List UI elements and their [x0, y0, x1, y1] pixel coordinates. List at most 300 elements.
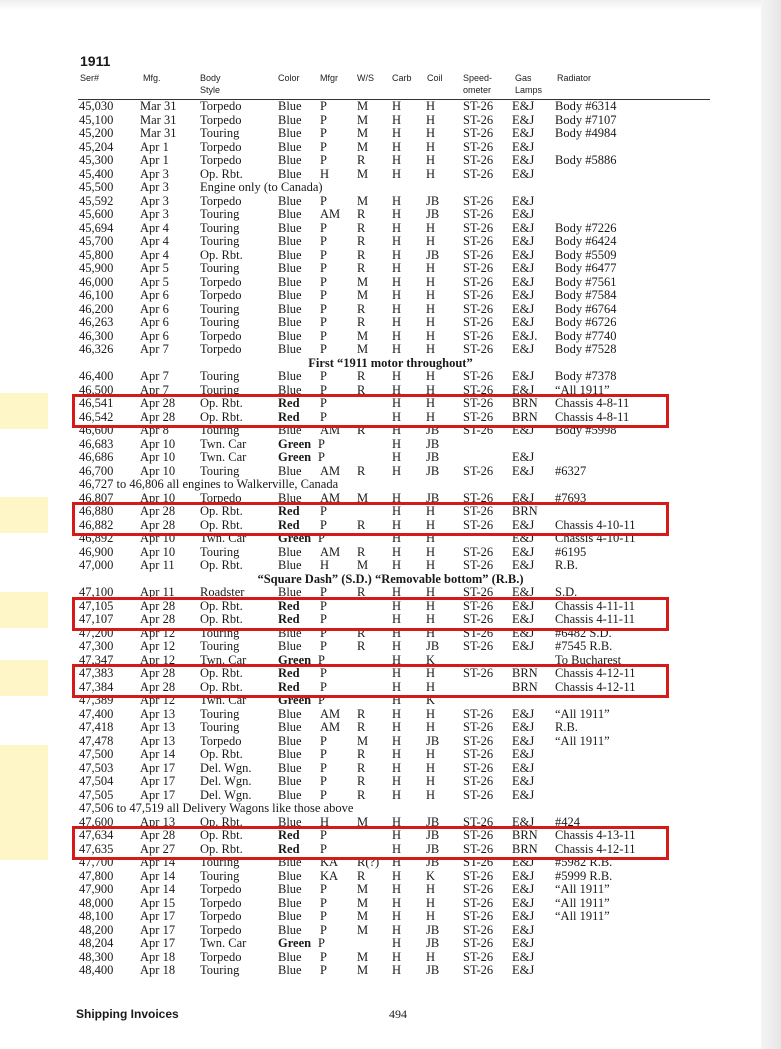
cell-ws: R	[357, 207, 366, 221]
cell-mfgr: P	[320, 234, 327, 248]
header-body	[200, 72, 221, 96]
cell-color: Blue	[278, 949, 302, 964]
cell-speedometer: ST-26	[463, 760, 494, 775]
cell-radiator: S.D.	[555, 585, 578, 599]
cell-mfg-date: Apr 12	[140, 693, 176, 707]
cell-carb: H	[392, 693, 402, 707]
cell-coil: H	[426, 274, 436, 289]
table-row	[0, 775, 781, 789]
cell-carb: H	[392, 747, 402, 761]
cell-body-style: Op. Rbt.	[200, 598, 243, 613]
cell-gas-lamps: E&J	[512, 342, 535, 356]
cell-radiator: Chassis 4-10-11	[555, 531, 636, 545]
cell-mfg-date: Apr 10	[140, 436, 176, 451]
table-row	[0, 127, 781, 141]
cell-gas-lamps: E&J	[512, 922, 535, 937]
cell-body-style: Touring	[200, 544, 240, 559]
cell-carb: H	[392, 814, 402, 829]
cell-radiator: “All 1911”	[555, 733, 610, 748]
cell-speedometer: ST-26	[463, 598, 494, 613]
cell-mfg-date: Apr 13	[140, 720, 176, 734]
cell-mfgr: P	[320, 288, 327, 302]
cell-radiator: Body #7378	[555, 369, 617, 383]
table-note-row	[0, 573, 781, 587]
cell-color: Blue	[278, 193, 302, 208]
cell-mfgr: P	[318, 652, 325, 667]
cell-speedometer: ST-26	[463, 342, 494, 356]
cell-speedometer: ST-26	[463, 193, 494, 208]
cell-ws: M	[357, 949, 369, 964]
cell-mfgr: P	[320, 909, 327, 923]
cell-body-style: Touring	[200, 639, 240, 653]
cell-mfgr: P	[320, 922, 327, 937]
cell-serial: 46,200	[79, 301, 114, 316]
cell-carb: H	[392, 207, 402, 221]
table-row	[0, 222, 781, 236]
cell-radiator: Body #5998	[555, 423, 617, 437]
cell-mfg-date: Apr 12	[140, 639, 176, 653]
cell-carb: H	[392, 274, 402, 289]
table-row	[0, 789, 781, 803]
cell-mfgr: AM	[320, 463, 341, 478]
cell-carb: H	[392, 774, 402, 788]
cell-mfg-date: Apr 14	[140, 868, 176, 883]
cell-carb: H	[392, 517, 402, 532]
cell-gas-lamps: BRN	[512, 396, 538, 410]
cell-radiator: “All 1911”	[555, 909, 610, 923]
cell-mfgr: P	[320, 625, 327, 640]
cell-mfg-date: Apr 17	[140, 936, 176, 950]
cell-mfgr: P	[320, 787, 327, 802]
cell-coil: H	[426, 895, 436, 910]
cell-coil: JB	[426, 855, 440, 869]
cell-gas-lamps: E&J	[512, 760, 535, 775]
table-row	[0, 708, 781, 722]
cell-coil: JB	[426, 423, 440, 437]
table-note: 47,506 to 47,519 all Delivery Wagons like those above	[79, 801, 354, 815]
cell-gas-lamps: E&J	[512, 868, 535, 883]
cell-gas-lamps: E&J	[512, 153, 535, 167]
cell-carb: H	[392, 126, 402, 140]
cell-serial: 48,400	[79, 963, 114, 977]
cell-mfgr: P	[320, 733, 327, 748]
cell-serial: 48,204	[79, 936, 114, 950]
cell-ws: R	[357, 423, 366, 437]
cell-speedometer: ST-26	[463, 207, 494, 221]
cell-mfgr: H	[320, 558, 330, 572]
cell-gas-lamps: E&J	[512, 261, 535, 275]
cell-coil: H	[426, 585, 436, 599]
cell-color: Blue	[278, 787, 302, 802]
cell-speedometer: ST-26	[463, 463, 494, 478]
cell-gas-lamps: E&J	[512, 882, 535, 896]
cell-body-style: Touring	[200, 234, 240, 248]
table-row	[0, 546, 781, 560]
cell-serial: 45,800	[79, 247, 114, 262]
table-row	[0, 235, 781, 249]
cell-mfgr: P	[320, 949, 327, 964]
cell-color: Blue	[278, 855, 302, 869]
cell-coil: JB	[426, 450, 440, 464]
cell-gas-lamps: BRN	[512, 666, 538, 680]
table-row	[0, 343, 781, 357]
header-coil: Coil	[427, 73, 443, 83]
cell-speedometer: ST-26	[463, 922, 494, 937]
cell-mfgr: P	[318, 936, 325, 950]
cell-speedometer: ST-26	[463, 382, 494, 397]
cell-gas-lamps: E&J	[512, 774, 535, 788]
highlight-box	[72, 502, 669, 536]
cell-gas-lamps: E&J	[512, 274, 535, 289]
cell-carb: H	[392, 639, 402, 653]
cell-mfg-date: Apr 7	[140, 382, 169, 397]
cell-gas-lamps: E&J	[512, 382, 535, 397]
cell-speedometer: ST-26	[463, 747, 494, 761]
cell-radiator: Body #7528	[555, 342, 617, 356]
cell-carb: H	[392, 666, 402, 680]
cell-coil: JB	[426, 814, 440, 829]
cell-serial: 46,683	[79, 436, 114, 451]
table-row	[0, 249, 781, 263]
cell-color: Red	[278, 679, 300, 694]
table-row	[0, 559, 781, 573]
cell-radiator: Chassis 4-12-11	[555, 666, 636, 680]
cell-ws: R	[357, 747, 366, 761]
cell-gas-lamps: E&J	[512, 963, 535, 977]
cell-ws: R	[357, 382, 366, 397]
cell-color: Blue	[278, 760, 302, 775]
cell-gas-lamps: E&J	[512, 598, 535, 613]
cell-ws: M	[357, 882, 369, 896]
cell-color: Blue	[278, 814, 302, 829]
cell-radiator: #7693	[555, 490, 587, 505]
cell-coil: H	[426, 787, 436, 802]
cell-color: Blue	[278, 166, 302, 181]
cell-radiator: Body #6314	[555, 99, 617, 113]
cell-color: Red	[278, 841, 300, 856]
cell-ws: R	[357, 544, 366, 559]
cell-speedometer: ST-26	[463, 396, 494, 410]
cell-radiator: Chassis 4-13-11	[555, 828, 636, 842]
cell-serial: 46,500	[79, 382, 114, 397]
cell-color: Red	[278, 666, 300, 680]
table-row	[0, 937, 781, 951]
cell-body-style: Op. Rbt.	[200, 396, 243, 410]
cell-mfgr: H	[320, 814, 330, 829]
cell-mfgr: P	[320, 841, 327, 856]
cell-gas-lamps: E&J	[512, 234, 535, 248]
cell-gas-lamps: E&J	[512, 99, 535, 113]
cell-speedometer: ST-26	[463, 882, 494, 896]
cell-body-style: Touring	[200, 868, 240, 883]
cell-coil: H	[426, 666, 436, 680]
table-note-row	[0, 802, 781, 816]
cell-serial: 47,000	[79, 558, 114, 572]
cell-speedometer: ST-26	[463, 855, 494, 869]
cell-body-style: Op. Rbt.	[200, 517, 243, 532]
cell-carb: H	[392, 436, 402, 451]
cell-color: Blue	[278, 369, 302, 383]
cell-carb: H	[392, 234, 402, 248]
cell-ws: M	[357, 922, 369, 937]
cell-ws: R	[357, 247, 366, 262]
cell-carb: H	[392, 463, 402, 478]
table-row	[0, 438, 781, 452]
cell-mfgr: P	[320, 598, 327, 613]
cell-mfg-date: Apr 28	[140, 517, 176, 532]
cell-body-style: Twn. Car	[200, 436, 247, 451]
cell-color: Blue	[278, 423, 302, 437]
cell-speedometer: ST-26	[463, 720, 494, 734]
cell-body-style: Op. Rbt.	[200, 612, 243, 626]
cell-mfg-date: Apr 1	[140, 139, 169, 154]
scan-edge-top	[0, 0, 781, 10]
cell-ws: M	[357, 558, 369, 572]
cell-radiator: Body #6424	[555, 234, 617, 248]
cell-color: Blue	[278, 328, 302, 343]
cell-mfgr: P	[320, 369, 327, 383]
cell-speedometer: ST-26	[463, 517, 494, 532]
cell-mfg-date: Apr 17	[140, 787, 176, 802]
cell-speedometer: ST-26	[463, 585, 494, 599]
cell-speedometer: ST-26	[463, 625, 494, 640]
cell-carb: H	[392, 220, 402, 235]
cell-serial: 45,300	[79, 153, 114, 167]
cell-serial: 46,892	[79, 531, 114, 545]
cell-coil: H	[426, 342, 436, 356]
cell-mfg-date: Mar 31	[140, 99, 177, 113]
cell-mfg-date: Apr 3	[140, 180, 169, 194]
cell-speedometer: ST-26	[463, 612, 494, 626]
cell-gas-lamps: E&J	[512, 612, 535, 626]
cell-serial: 48,100	[79, 909, 114, 923]
cell-gas-lamps: E&J	[512, 706, 535, 721]
cell-ws: R	[357, 517, 366, 532]
cell-coil: JB	[426, 841, 440, 856]
cell-coil: JB	[426, 490, 440, 505]
cell-gas-lamps: E&J	[512, 126, 535, 140]
cell-coil: H	[426, 949, 436, 964]
cell-color: Blue	[278, 922, 302, 937]
cell-serial: 45,592	[79, 193, 114, 208]
cell-serial: 47,389	[79, 693, 114, 707]
cell-body-style: Del. Wgn.	[200, 774, 252, 788]
cell-gas-lamps: E&J	[512, 315, 535, 329]
table-row	[0, 114, 781, 128]
cell-serial: 45,204	[79, 139, 114, 154]
table-row	[0, 951, 781, 965]
cell-carb: H	[392, 733, 402, 748]
cell-body-style: Torpedo	[200, 342, 242, 356]
cell-speedometer: ST-26	[463, 247, 494, 262]
cell-serial: 45,700	[79, 234, 114, 248]
cell-mfgr: P	[320, 963, 327, 977]
cell-gas-lamps: BRN	[512, 828, 538, 842]
cell-speedometer: ST-26	[463, 409, 494, 424]
cell-gas-lamps: BRN	[512, 409, 538, 424]
table-row	[0, 303, 781, 317]
cell-serial: 45,900	[79, 261, 114, 275]
cell-carb: H	[392, 328, 402, 343]
cell-carb: H	[392, 315, 402, 329]
cell-color: Red	[278, 828, 300, 842]
cell-coil: H	[426, 909, 436, 923]
cell-coil: H	[426, 220, 436, 235]
cell-mfgr: P	[318, 450, 325, 464]
cell-carb: H	[392, 760, 402, 775]
cell-serial: 46,541	[79, 396, 114, 410]
cell-carb: H	[392, 531, 402, 545]
cell-carb: H	[392, 612, 402, 626]
cell-coil: JB	[426, 247, 440, 262]
cell-gas-lamps: E&J	[512, 814, 535, 829]
cell-gas-lamps: E&J	[512, 207, 535, 221]
cell-gas-lamps: E&J	[512, 558, 535, 572]
cell-body-style: Op. Rbt.	[200, 558, 243, 572]
cell-color: Blue	[278, 274, 302, 289]
table-row	[0, 208, 781, 222]
cell-gas-lamps: E&J	[512, 193, 535, 208]
cell-ws: R	[357, 625, 366, 640]
cell-mfgr: P	[318, 693, 325, 707]
cell-coil: JB	[426, 922, 440, 937]
cell-coil: H	[426, 288, 436, 302]
cell-gas-lamps: E&J	[512, 463, 535, 478]
cell-ws: R	[357, 787, 366, 802]
cell-carb: H	[392, 396, 402, 410]
cell-gas-lamps: E&J	[512, 220, 535, 235]
highlight-box	[72, 826, 669, 860]
cell-carb: H	[392, 936, 402, 950]
cell-ws: M	[357, 814, 369, 829]
table-row	[0, 465, 781, 479]
cell-color: Blue	[278, 126, 302, 140]
cell-gas-lamps: E&J	[512, 544, 535, 559]
table-row	[0, 883, 781, 897]
cell-ws: R	[357, 261, 366, 275]
cell-mfg-date: Apr 13	[140, 733, 176, 748]
cell-color: Green	[278, 652, 312, 667]
cell-radiator: Body #7740	[555, 328, 617, 343]
cell-mfgr: P	[320, 126, 327, 140]
cell-mfg-date: Apr 13	[140, 706, 176, 721]
cell-mfgr: KA	[320, 868, 339, 883]
cell-coil: H	[426, 396, 436, 410]
cell-mfg-date: Apr 5	[140, 274, 169, 289]
table-row	[0, 195, 781, 209]
cell-gas-lamps: E&J	[512, 639, 535, 653]
header-carb: Carb	[392, 73, 412, 83]
cell-body-style: Engine only (to Canada)	[200, 180, 323, 194]
cell-body-style: Del. Wgn.	[200, 760, 252, 775]
cell-ws: R	[357, 463, 366, 478]
cell-mfgr: P	[320, 112, 327, 127]
cell-ws: M	[357, 963, 369, 977]
cell-speedometer: ST-26	[463, 733, 494, 748]
cell-mfg-date: Apr 4	[140, 247, 169, 262]
cell-serial: 47,200	[79, 625, 114, 640]
cell-body-style: Twn. Car	[200, 450, 247, 464]
cell-ws: R	[357, 220, 366, 235]
cell-radiator: Body #7107	[555, 112, 617, 127]
cell-speedometer: ST-26	[463, 315, 494, 329]
cell-radiator: #6482 S.D.	[555, 625, 612, 640]
cell-mfgr: P	[320, 639, 327, 653]
cell-serial: 47,900	[79, 882, 114, 896]
cell-mfg-date: Apr 10	[140, 531, 176, 545]
table-row	[0, 276, 781, 290]
cell-mfg-date: Apr 1	[140, 153, 169, 167]
cell-coil: H	[426, 612, 436, 626]
cell-mfg-date: Apr 4	[140, 220, 169, 235]
table-row	[0, 262, 781, 276]
cell-coil: H	[426, 126, 436, 140]
cell-body-style: Op. Rbt.	[200, 841, 243, 856]
table-row	[0, 316, 781, 330]
cell-color: Blue	[278, 220, 302, 235]
cell-mfg-date: Apr 17	[140, 909, 176, 923]
cell-coil: JB	[426, 963, 440, 977]
cell-serial: 46,700	[79, 463, 114, 478]
cell-gas-lamps: E&J	[512, 288, 535, 302]
cell-carb: H	[392, 139, 402, 154]
cell-speedometer: ST-26	[463, 909, 494, 923]
table-row	[0, 154, 781, 168]
cell-serial: 47,700	[79, 855, 114, 869]
table-row	[0, 330, 781, 344]
cell-coil: JB	[426, 639, 440, 653]
cell-body-style: Touring	[200, 963, 240, 977]
cell-ws: M	[357, 274, 369, 289]
cell-color: Blue	[278, 639, 302, 653]
cell-coil: H	[426, 504, 436, 518]
cell-speedometer: ST-26	[463, 895, 494, 910]
cell-speedometer: ST-26	[463, 234, 494, 248]
cell-serial: 48,000	[79, 895, 114, 910]
cell-mfg-date: Apr 17	[140, 922, 176, 937]
cell-coil: H	[426, 261, 436, 275]
cell-serial: 47,107	[79, 612, 114, 626]
cell-ws: R	[357, 774, 366, 788]
cell-serial: 45,694	[79, 220, 114, 235]
header-speedometer-line2: ometer	[463, 85, 492, 95]
cell-mfgr: P	[320, 153, 327, 167]
cell-radiator: Body #4984	[555, 126, 617, 140]
cell-gas-lamps: BRN	[512, 841, 538, 856]
cell-body-style: Touring	[200, 463, 240, 478]
cell-speedometer: ST-26	[463, 112, 494, 127]
cell-color: Blue	[278, 342, 302, 356]
cell-body-style: Touring	[200, 382, 240, 397]
cell-mfg-date: Apr 3	[140, 166, 169, 181]
cell-color: Red	[278, 598, 300, 613]
cell-mfg-date: Apr 28	[140, 612, 176, 626]
cell-speedometer: ST-26	[463, 490, 494, 505]
cell-mfgr: AM	[320, 423, 341, 437]
cell-mfgr: P	[320, 301, 327, 316]
cell-color: Blue	[278, 315, 302, 329]
table-row	[0, 640, 781, 654]
cell-color: Blue	[278, 895, 302, 910]
cell-color: Blue	[278, 382, 302, 397]
cell-gas-lamps: E&J	[512, 949, 535, 964]
cell-carb: H	[392, 841, 402, 856]
cell-radiator: “All 1911”	[555, 882, 610, 896]
cell-color: Blue	[278, 963, 302, 977]
page-number: 494	[389, 1007, 407, 1021]
cell-serial: 46,600	[79, 423, 114, 437]
table-row	[0, 735, 781, 749]
